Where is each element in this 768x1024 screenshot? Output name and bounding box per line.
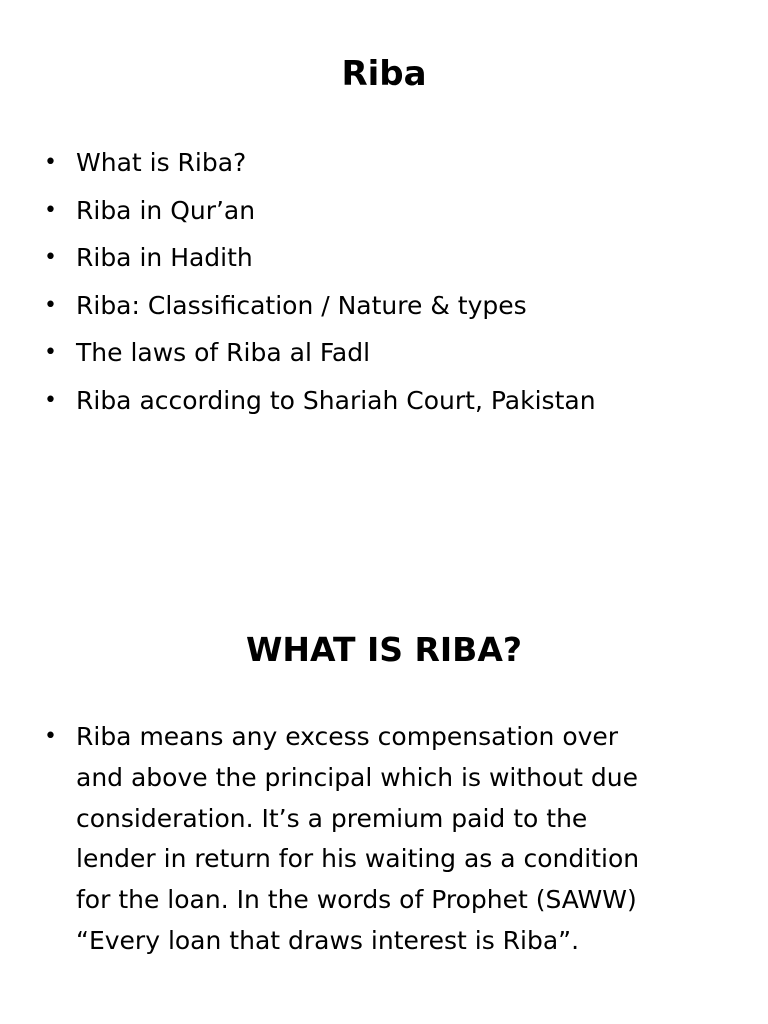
list-item-text: Riba according to Shariah Court, Pakistan [76, 385, 596, 415]
definition-line: and above the principal which is without due [76, 762, 638, 792]
list-item [0, 377, 596, 425]
bullet-icon: • [44, 724, 57, 749]
definition-bullet [0, 717, 768, 962]
bullet-icon: • [44, 245, 57, 271]
definition-line: Riba means any excess compensation over [76, 722, 619, 751]
list-item [0, 234, 596, 282]
bullet-icon: • [44, 387, 57, 413]
list-item-text: The laws of Riba al Fadl [76, 338, 371, 368]
list-item-text: Riba in Hadith [76, 243, 253, 273]
definition-text [76, 717, 716, 962]
bullet-icon: • [44, 150, 57, 175]
definition-line: “Every loan that draws interest is Riba”. [76, 925, 580, 955]
bullet-icon: • [44, 292, 57, 318]
bullet-icon: • [44, 197, 57, 223]
list-item-text: Riba in Qur’an [76, 195, 256, 225]
definition-line: consideration. It’s a premium paid to the [76, 803, 588, 833]
list-item [0, 187, 596, 235]
list-item-text: What is Riba? [76, 148, 247, 177]
definition-line: for the loan. In the words of Prophet (SAWW) [76, 885, 637, 915]
slide-what-is-riba [0, 512, 768, 1024]
definition-line: lender in return for his waiting as a condition [76, 844, 640, 874]
slide-title: WHAT IS RIBA? [245, 630, 523, 669]
topic-list [0, 139, 596, 425]
list-item [0, 282, 596, 330]
bullet-icon: • [44, 340, 57, 366]
list-item-text: Riba: Classification / Nature & types [76, 290, 527, 320]
slide-title: Riba [341, 54, 427, 94]
list-item [0, 329, 596, 377]
list-item [0, 139, 596, 187]
